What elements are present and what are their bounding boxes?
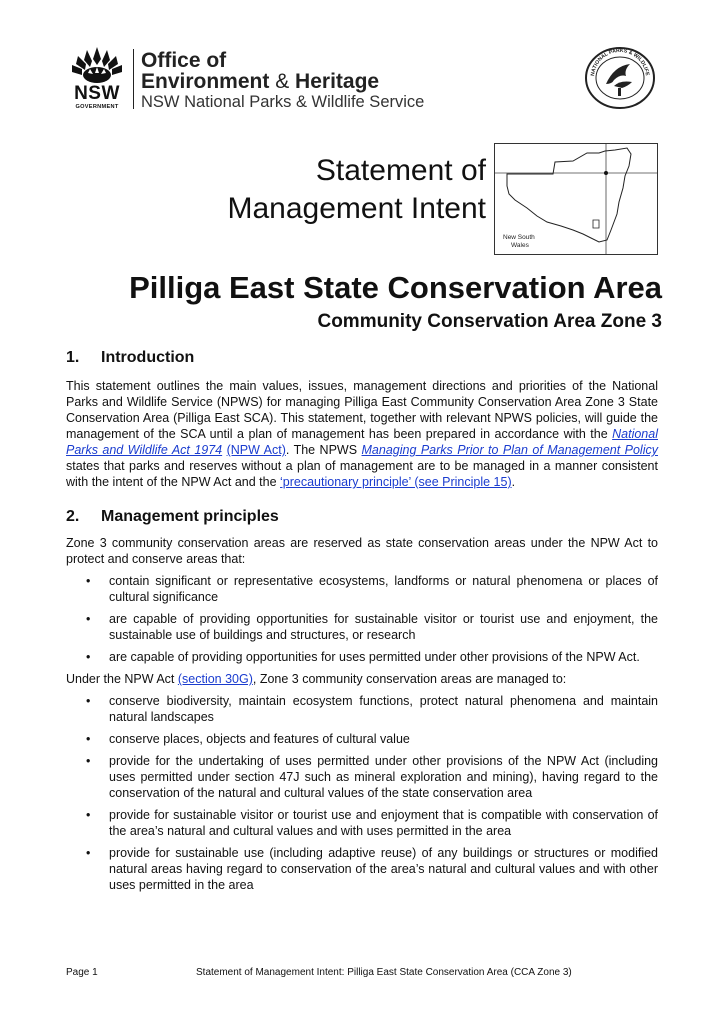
logo-divider	[133, 49, 134, 109]
footer-document-title: Statement of Management Intent: Pilliga East State Conservation Area (CCA Zone 3)	[196, 967, 572, 978]
statement-title-line2: Management Intent	[227, 192, 486, 225]
bullet-icon: •	[86, 808, 91, 822]
management-objectives-list	[66, 693, 658, 893]
bullet-icon: •	[86, 754, 91, 768]
managing-parks-policy-link[interactable]: Managing Parks Prior to Plan of Management Policy	[361, 443, 658, 457]
bullet-icon: •	[86, 574, 91, 588]
oeh-name-line1: Office of	[141, 49, 227, 72]
bullet-icon: •	[86, 650, 91, 664]
intro-text-2: . The NPWS	[285, 443, 362, 457]
statement-title	[186, 152, 486, 228]
npws-emblem-icon	[584, 46, 656, 110]
document-body	[66, 350, 658, 893]
bullet-icon: •	[86, 612, 91, 626]
waratah-icon	[70, 45, 124, 83]
intro-text-4: .	[511, 475, 516, 489]
management-intro-text-2: , Zone 3 community conservation areas are managed to:	[252, 672, 567, 686]
nsw-map-icon	[495, 144, 657, 254]
intro-text-3: states that parks and reserves without a plan of management are to be managed in a manner consistent with the intent of the NPW Act and the	[66, 459, 658, 489]
intro-text-1: This statement outlines the main values, issues, management directions and priorities of the National Parks and Wildlife Service (NPWS) for managing Pilliga East Community Conservation Area Zone 3 State Conservation Area (Pilliga East SCA). This statement, together with relevant NPWS policies, will guide the management of the SCA until a plan of management has been prepared in accordance with the	[66, 379, 658, 441]
list-item	[66, 611, 658, 643]
bullet-icon: •	[86, 732, 91, 746]
list-item	[66, 731, 658, 747]
list-item-text: are capable of providing opportunities for sustainable visitor or tourist use and enjoyment, the sustainable use of buildings and structures, or research	[109, 612, 658, 642]
nsw-government-logo	[66, 45, 128, 111]
nsw-wordmark: NSW	[74, 83, 120, 104]
list-item-text: are capable of providing opportunities for uses permitted under other provisions of the NPW Act.	[109, 650, 640, 664]
list-item	[66, 807, 658, 839]
list-item-text: provide for the undertaking of uses permitted under other provisions of the NPW Act (including uses permitted under section 47J such as mineral exploration and mining), having regard to the conservation of the natural and cultural values of the state conservation area	[109, 754, 658, 800]
map-label-line1: New South	[503, 234, 535, 241]
map-label-line2: Wales	[511, 242, 529, 249]
list-item	[66, 693, 658, 725]
list-item	[66, 649, 658, 665]
bullet-icon: •	[86, 694, 91, 708]
page-subtitle: Community Conservation Area Zone 3	[317, 311, 662, 332]
statement-title-line1: Statement of	[315, 154, 486, 187]
npw-act-abbr-link[interactable]: (NPW Act)	[226, 443, 286, 457]
location-map	[494, 143, 658, 255]
section-1-title: Introduction	[101, 349, 195, 366]
page-title: Pilliga East State Conservation Area	[129, 270, 662, 305]
emblem-text: NATIONAL PARKS & WILDLIFE	[590, 47, 650, 77]
government-wordmark: GOVERNMENT	[75, 104, 119, 110]
npw-act-link[interactable]: National Parks and Wildlife Act 1974	[66, 427, 658, 457]
section-2-heading	[66, 509, 658, 525]
management-intro	[66, 671, 658, 687]
list-item	[66, 573, 658, 605]
section-1-number: 1.	[66, 349, 80, 366]
oeh-environment: Environment	[141, 70, 270, 93]
npws-service-name: NSW National Parks & Wildlife Service	[141, 93, 425, 111]
list-item-text: contain significant or representative ecosystems, landforms or natural phenomena or places of cultural significance	[109, 574, 658, 604]
oeh-ampersand: &	[269, 70, 296, 93]
list-item-text: provide for sustainable visitor or tourist use and enjoyment that is compatible with conservation of the area’s natural and cultural values and with uses permitted in the area	[109, 808, 658, 838]
section-2-title: Management principles	[101, 508, 279, 525]
principles-intro: Zone 3 community conservation areas are reserved as state conservation areas under the NPW Act to protect and conserve areas that:	[66, 536, 658, 566]
section-1-heading	[66, 350, 658, 366]
list-item-text: conserve places, objects and features of cultural value	[109, 732, 410, 746]
list-item	[66, 753, 658, 801]
list-item-text: conserve biodiversity, maintain ecosystem functions, protect natural phenomena and maintain natural landscapes	[109, 694, 658, 724]
footer-page-number: Page 1	[66, 967, 98, 978]
section-2-number: 2.	[66, 508, 80, 525]
management-intro-text-1: Under the NPW Act	[66, 672, 178, 686]
oeh-name-line2	[141, 71, 379, 93]
list-item	[66, 845, 658, 893]
principles-list	[66, 573, 658, 665]
list-item-text: provide for sustainable use (including adaptive reuse) of any buildings or structures or modified natural areas having regard to conservation of the area’s natural and cultural values and with other uses permitted in the area	[109, 846, 658, 892]
introduction-paragraph	[66, 378, 658, 490]
section-30g-link[interactable]: (section 30G)	[177, 672, 253, 686]
oeh-heritage: Heritage	[295, 70, 380, 93]
precautionary-principle-link[interactable]: ‘precautionary principle’ (see Principle 15)	[280, 475, 512, 489]
bullet-icon: •	[86, 846, 91, 860]
